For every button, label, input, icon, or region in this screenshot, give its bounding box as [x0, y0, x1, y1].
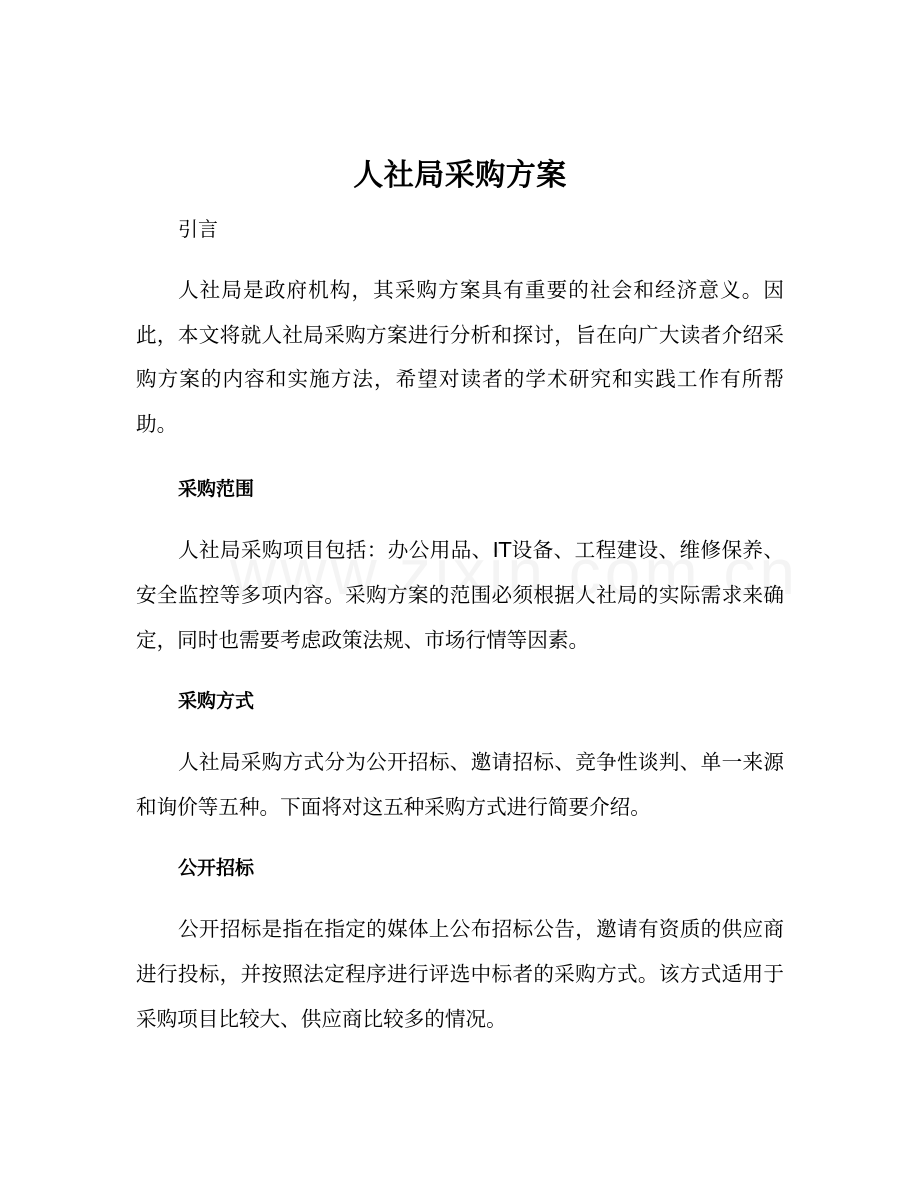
- section-heading-procurement-method: 采购方式: [178, 690, 255, 713]
- section-paragraph-procurement-scope: 人社局采购项目包括：办公用品、IT设备、工程建设、维修保养、安全监控等多项内容。采购方案的范围必须根据人社局的实际需求来确定，同时也需要考虑政策法规、市场行情等因素。: [136, 538, 784, 652]
- section-paragraph-procurement-method: 人社局采购方式分为公开招标、邀请招标、竞争性谈判、单一来源和询价等五种。下面将对这五种采购方式进行简要介绍。: [136, 750, 784, 819]
- section-paragraph-introduction: 人社局是政府机构，其采购方案具有重要的社会和经济意义。因此，本文将就人社局采购方案进行分析和探讨，旨在向广大读者介绍采购方案的内容和实施方法，希望对读者的学术研究和实践工作有所帮助。: [136, 278, 784, 436]
- section-heading-open-tender: 公开招标: [178, 857, 255, 880]
- document-title: 人社局采购方案: [353, 158, 567, 193]
- section-heading-procurement-scope: 采购范围: [178, 478, 255, 501]
- section-heading-introduction: 引言: [178, 217, 218, 241]
- section-paragraph-open-tender: 公开招标是指在指定的媒体上公布招标公告，邀请有资质的供应商进行投标，并按照法定程序进行评选中标者的采购方式。该方式适用于采购项目比较大、供应商比较多的情况。: [136, 917, 784, 1031]
